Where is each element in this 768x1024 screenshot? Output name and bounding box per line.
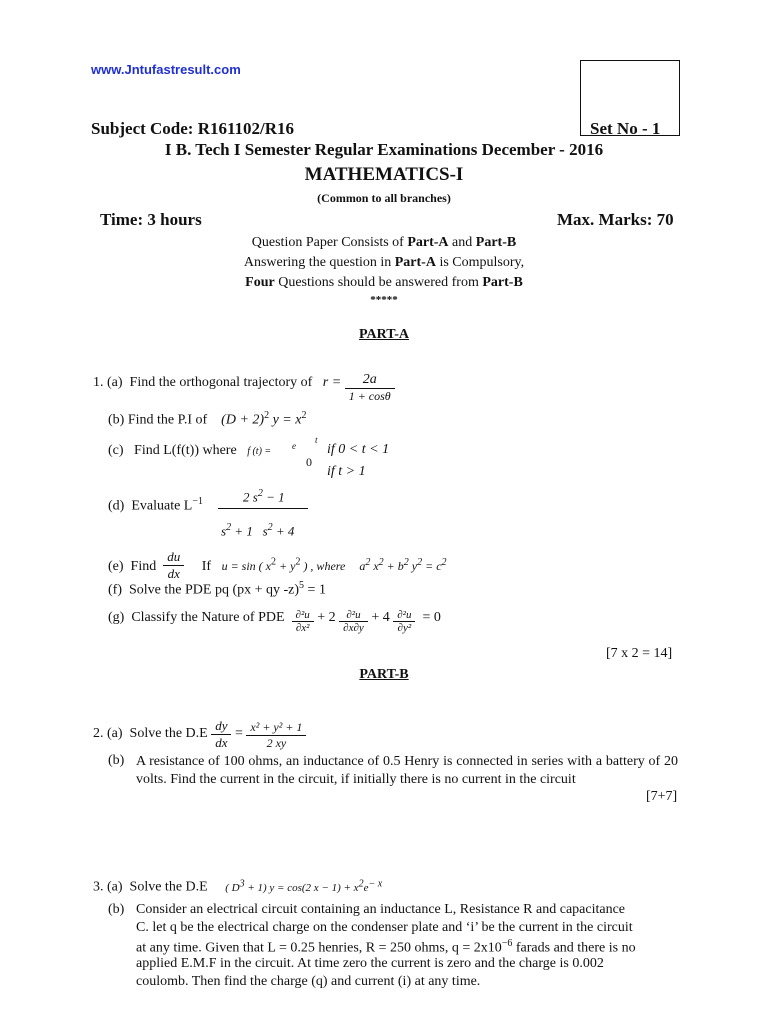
q1f: (f) Solve the PDE pq (px + qy -z)$^5$ = 1: [108, 580, 326, 598]
q1c: (c) Find L(f(t)) where f (t) =: [108, 443, 272, 458]
q1c-case-2: if t > 1: [327, 464, 366, 479]
q3a: 3. (a) Solve the D.E ( $D^3 + 1$) y = cos(2 $x - 1) + x^2e^{- x}$: [93, 878, 383, 895]
q2b-text: A resistance of 100 ohms, an inductance of 0.5 Henry is connected in series with a battery of 20 volts. Find the current in the circuit, if initially there is no current in the circuit: [136, 754, 678, 787]
q3b-line-5: coulomb. Then find the charge (q) and current (i) at any time.: [136, 974, 481, 989]
website-url[interactable]: www.Jntufastresult.com: [91, 62, 241, 77]
subject-code: Subject Code: R161102/R16: [91, 119, 295, 138]
set-number: Set No - 1: [590, 119, 661, 138]
exam-title: I B. Tech I Semester Regular Examinations December - 2016: [164, 140, 604, 159]
q2a: 2. (a) Solve the D.E $\frac{dy}{dx}$ = $\frac{\text{x² + y² + 1}}{2 xy}$: [93, 718, 306, 751]
q1e: (e) Find $\frac{du}{dx}$ If u = sin ( $x^2 + y^2$ ) , where $a^2$ $x^2 + b^2$ $y^2 = c^2$: [108, 549, 447, 581]
part-b-heading: PART-B: [359, 667, 409, 682]
time-label: Time: 3 hours: [100, 210, 202, 229]
q1a: 1. (a) Find the orthogonal trajectory of r = $\frac{2a}{1 + \cos\theta}$: [93, 372, 395, 404]
instruction-line-2: Answering the question in Part-A is Compulsory,: [243, 255, 525, 270]
instruction-line-1: Question Paper Consists of Part-A and Part-B: [251, 235, 517, 250]
q1c-t: t: [315, 435, 318, 445]
q3b-label: (b): [108, 902, 125, 917]
q3b-line-2: C. let q be the electrical charge on the condenser plate and ‘i’ be the current in the circuit: [136, 920, 633, 935]
part-a-heading: PART-A: [358, 327, 410, 342]
q3b-line-1: Consider an electrical circuit containing an inductance L, Resistance R and capacitance: [136, 902, 626, 917]
q3b-line-3: at any time. Given that L = 0.25 henries, R = 250 ohms, $q = 2x10^{-6}$ farads and there is no: [136, 938, 636, 956]
q1c-zero: 0: [306, 455, 312, 469]
q1d: (d) Evaluate $L^{-1}$: [108, 496, 203, 514]
q1c-case-1: if 0 < t < 1: [327, 442, 390, 457]
q2b-label: (b): [108, 753, 125, 768]
common-note: (Common to all branches): [317, 191, 451, 205]
max-marks: Max. Marks: 70: [557, 210, 674, 229]
q1d-denominator: $s^2 + 1$ $s^2 + 4$: [221, 522, 295, 539]
instruction-line-3: Four Questions should be answered from Part-B: [245, 275, 523, 290]
q3b-line-4: applied E.M.F in the circuit. At time zero the current is zero and the charge is 0.002: [136, 956, 604, 971]
stars-separator: *****: [370, 294, 398, 306]
q1d-numerator: 2 $s^2 - 1$: [243, 488, 285, 505]
q1c-e: e: [292, 441, 296, 451]
q1d-fraction-line: [218, 508, 308, 509]
q1b: (b) Find the P.I of $(D + 2)^2$ $y = x^2$: [108, 410, 307, 428]
subject-title: MATHEMATICS-I: [304, 164, 464, 185]
q1g: (g) Classify the Nature of PDE $\frac{\text{∂²u}}{\text{∂x²}}$ + 2 $\frac{\text{∂²u}}{\partial x\partial y}$ + 4 $\frac{\text{∂²u}}{\text{∂y²}}$ = 0: [108, 609, 441, 634]
part-a-marks: [7 x 2 = 14]: [606, 646, 673, 661]
q2-marks: [7+7]: [646, 789, 678, 804]
